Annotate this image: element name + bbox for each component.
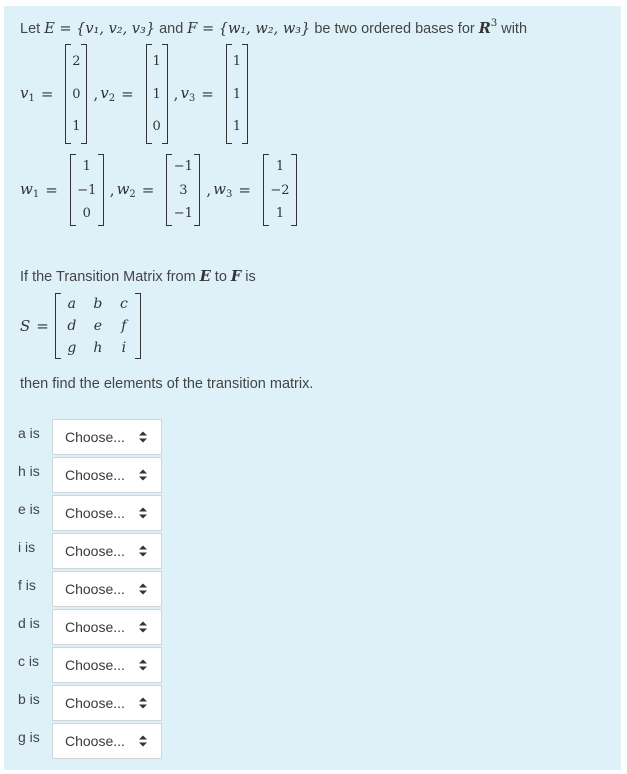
space-exponent: 3 [490,18,498,29]
vector-entry: 1 [82,159,91,175]
vector-entry: 1 [275,205,285,221]
answer-select-b[interactable] [52,685,162,721]
answer-row-b [18,685,162,721]
matrix-entry: i [121,340,127,356]
v3-label: $v_3$ [180,84,196,104]
equals-sign: = [45,181,58,199]
vector-entry: −2 [270,182,290,198]
w3-label: $w_3$ [213,180,233,200]
matrix-entry: d [67,318,77,334]
select-value: Choose... [65,733,125,749]
matrix-entry: e [93,318,102,334]
v-vectors-row [20,44,254,144]
basis-e-set: E = {v₁, v₂, v₃} [44,21,156,37]
updown-arrows-icon [139,698,147,709]
vector-entry: 0 [72,86,81,102]
intro-part: and [155,21,188,37]
v2-vector [146,44,168,144]
transition-part: If the Transition Matrix from [20,269,200,285]
intro-part: Let [20,21,45,37]
w3-vector [263,154,297,226]
basis-f-symbol: F [230,268,242,285]
comma: , [173,85,179,103]
basis-f-set: F = {w₁, w₂, w₃} [187,21,311,37]
answer-label: h is [18,463,40,479]
select-value: Choose... [65,695,125,711]
answer-row-f [18,571,162,607]
answer-select-h[interactable] [52,457,162,493]
answer-label: e is [18,501,40,517]
updown-arrows-icon [139,508,147,519]
w1-vector [70,154,104,226]
s-label: S [20,317,31,335]
answer-select-a[interactable] [52,419,162,455]
vector-entry: 1 [152,54,161,70]
answer-row-e [18,495,162,531]
w2-vector [166,154,200,226]
instruction-text: then find the elements of the transition matrix. [20,376,314,392]
answer-label: b is [18,691,40,707]
select-value: Choose... [65,619,125,635]
vector-entry: 1 [232,118,242,134]
w-vectors-row [20,154,303,226]
select-value: Choose... [65,581,125,597]
s-matrix-row [20,293,141,359]
comma: , [93,85,99,103]
vector-entry: −1 [173,159,193,175]
equals-sign: = [238,181,251,199]
equals-sign: = [36,317,49,335]
select-value: Choose... [65,657,125,673]
answer-row-a [18,419,162,455]
intro-part: with [497,21,528,37]
answer-label: f is [18,577,36,593]
answer-select-g[interactable] [52,723,162,759]
comma: , [109,181,115,199]
updown-arrows-icon [139,584,147,595]
vector-entry: 1 [275,159,285,175]
w2-label: $w_2$ [116,180,136,200]
answer-row-i [18,533,162,569]
comma: , [206,181,212,199]
answer-row-g [18,723,162,759]
vector-entry: 1 [152,86,161,102]
answer-label: a is [18,425,40,441]
updown-arrows-icon [139,736,147,747]
answer-row-h [18,457,162,493]
vector-entry: 1 [232,54,242,70]
matrix-entry: h [93,340,103,356]
answer-select-d[interactable] [52,609,162,645]
vector-entry: 2 [72,54,81,70]
updown-arrows-icon [139,622,147,633]
matrix-entry: f [121,318,127,334]
v3-vector [226,44,248,144]
equals-sign: = [201,85,214,103]
v2-label: $v_2$ [100,84,116,104]
select-value: Choose... [65,429,125,445]
intro-text [20,18,527,37]
updown-arrows-icon [139,660,147,671]
vector-entry: 1 [232,86,242,102]
select-value: Choose... [65,467,125,483]
v1-vector [65,44,87,144]
answer-select-f[interactable] [52,571,162,607]
select-value: Choose... [65,543,125,559]
answer-select-c[interactable] [52,647,162,683]
equals-sign: = [121,85,134,103]
v1-label: $v_1$ [20,84,35,104]
vector-entry: 3 [179,182,188,198]
answer-label: c is [18,653,39,669]
matrix-entry: g [67,340,77,356]
vector-entry: 1 [72,118,81,134]
vector-entry: 0 [152,118,161,134]
transition-text [20,268,256,285]
answer-row-c [18,647,162,683]
space-symbol: R [478,20,491,37]
updown-arrows-icon [139,546,147,557]
answer-label: d is [18,615,40,631]
intro-part: be two ordered bases for [310,21,479,37]
vector-entry: −1 [77,182,97,198]
matrix-entry: b [93,296,103,312]
matrix-entry: a [67,296,77,312]
transition-part: is [241,269,256,285]
select-value: Choose... [65,505,125,521]
answer-select-i[interactable] [52,533,162,569]
answer-label: g is [18,729,40,745]
answer-select-e[interactable] [52,495,162,531]
matrix-entry: c [119,296,128,312]
answer-row-d [18,609,162,645]
answer-label: i is [18,539,36,555]
transition-part: to [210,269,231,285]
equals-sign: = [40,85,54,103]
basis-e-symbol: E [199,268,211,285]
s-matrix [55,293,141,359]
vector-entry: 0 [82,205,91,221]
updown-arrows-icon [139,470,147,481]
vector-entry: −1 [173,205,193,221]
updown-arrows-icon [139,432,147,443]
equals-sign: = [141,181,155,199]
w1-label: $w_1$ [20,180,40,200]
